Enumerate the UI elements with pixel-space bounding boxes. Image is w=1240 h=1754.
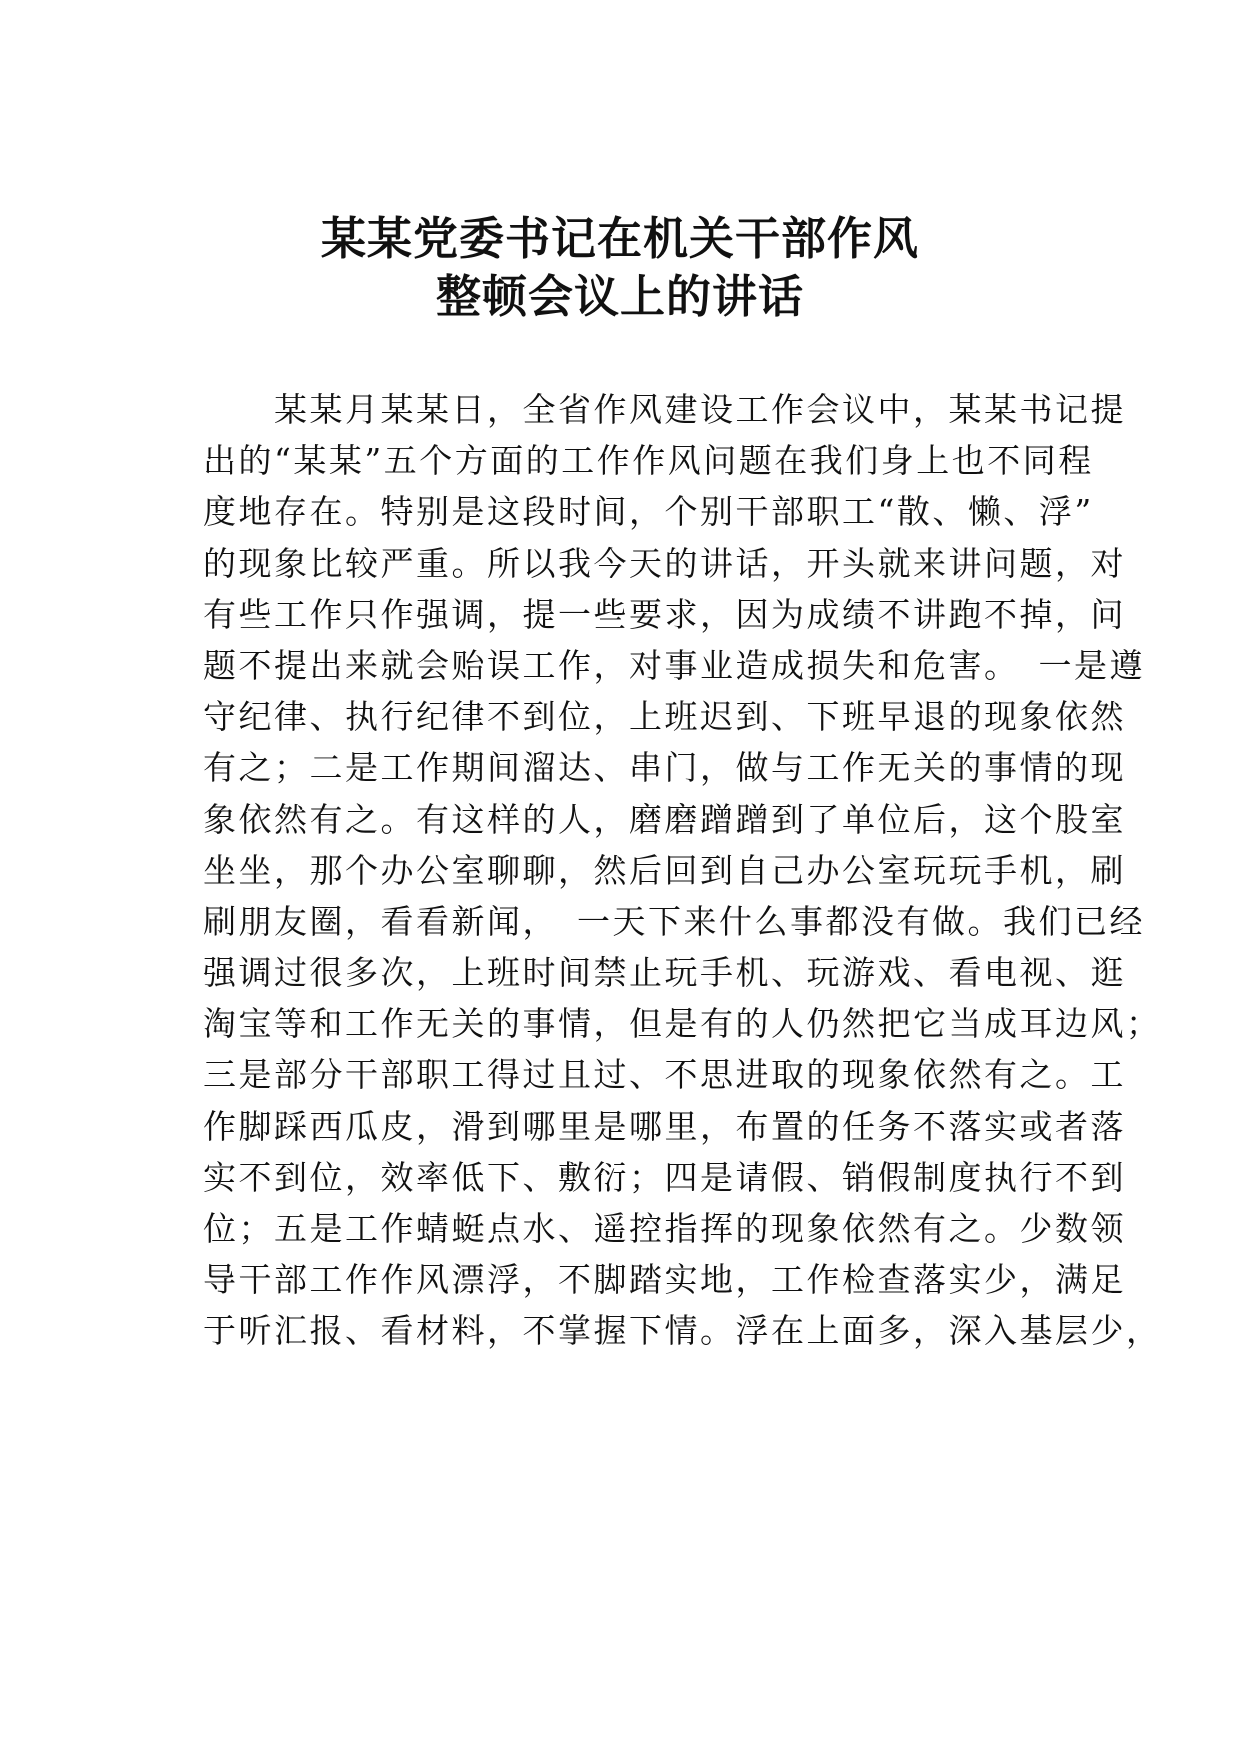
body-line: 坐坐，那个办公室聊聊，然后回到自己办公室玩玩手机，刷 — [203, 850, 1126, 890]
body-line: 位；五是工作蜻蜓点水、遥控指挥的现象依然有之。少数领 — [203, 1209, 1126, 1248]
document-title — [0, 210, 1240, 326]
body-line: 守纪律、执行纪律不到位，上班迟到、下班早退的现象依然 — [203, 697, 1126, 737]
body-line: 有之；二是工作期间溜达、串门，做与工作无关的事情的现 — [203, 748, 1126, 788]
body-line: 导干部工作作风漂浮，不脚踏实地，工作检查落实少，满足 — [203, 1260, 1126, 1300]
body-line: 有些工作只作强调，提一些要求，因为成绩不讲跑不掉，问 — [203, 594, 1126, 634]
body-line: 强调过很多次，上班时间禁止玩手机、玩游戏、看电视、逛 — [203, 953, 1126, 993]
body-line: 度地存在。特别是这段时间，个别干部职工“散、懒、浮” — [203, 492, 1094, 532]
title-line-2: 整顿会议上的讲话 — [435, 270, 804, 323]
body-line: 刷朋友圈，看看新闻， 一天下来什么事都没有做。我们已经 — [203, 901, 1145, 941]
body-line: 作脚踩西瓜皮，滑到哪里是哪里，布置的任务不落实或者落 — [203, 1106, 1126, 1146]
body-line: 于听汇报、看材料，不掌握下情。浮在上面多，深入基层少， — [203, 1311, 1162, 1351]
body-line: 淘宝等和工作无关的事情，但是有的人仍然把它当成耳边风； — [203, 1004, 1162, 1044]
body-line: 的现象比较严重。所以我今天的讲话，开头就来讲问题，对 — [203, 543, 1126, 583]
speech-body — [203, 384, 1162, 1357]
body-line: 某某月某某日，全省作风建设工作会议中，某某书记提 — [203, 390, 1126, 429]
body-line: 实不到位，效率低下、敷衍；四是请假、销假制度执行不到 — [203, 1157, 1126, 1197]
body-line: 象依然有之。有这样的人，磨磨蹭蹭到了单位后，这个股室 — [203, 799, 1126, 839]
body-line: 题不提出来就会贻误工作，对事业造成损失和危害。 一是遵 — [203, 645, 1145, 685]
body-line: 三是部分干部职工得过且过、不思进取的现象依然有之。工 — [203, 1055, 1126, 1095]
title-line-1: 某某党委书记在机关干部作风 — [320, 212, 919, 265]
body-line: 出的“某某”五个方面的工作作风问题在我们身上也不同程 — [203, 441, 1094, 481]
